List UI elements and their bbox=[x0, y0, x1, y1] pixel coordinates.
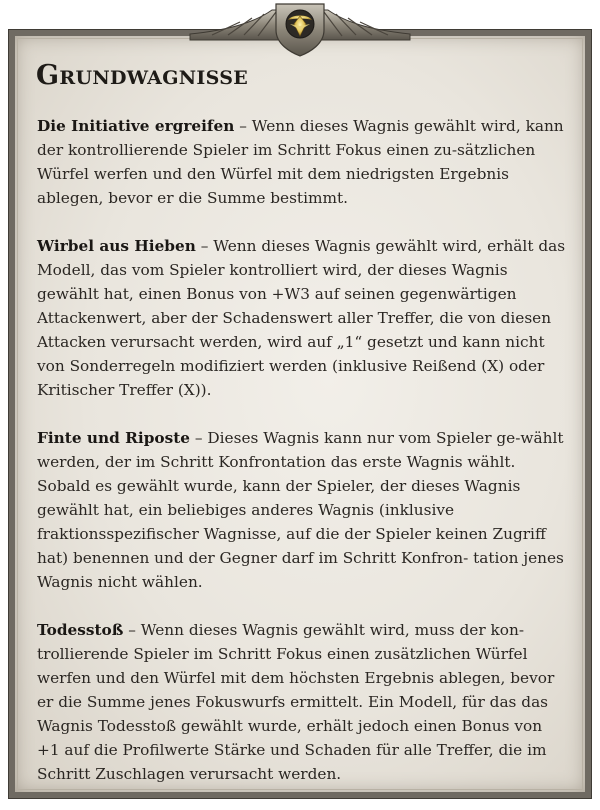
rule-separator: – bbox=[234, 117, 252, 135]
rule-initiative bbox=[37, 114, 567, 210]
rule-body: Dieses Wagnis kann nur vom Spieler ge-wählt werden, der im Schritt Konfrontation das erste Wagnis wählt. Sobald es gewählt wurde, kann der Spieler, der dieses Wagnis gewählt hat, ein beliebiges anderes Wagnis (inklusive fraktionsspezifischer Wagnisse, auf die der Spieler keinen Zugriff hat) benennen und der Gegner darf im Schritt Konfron- tation jenes Wagnis nicht wählen. bbox=[37, 429, 564, 591]
rule-finte bbox=[37, 426, 567, 594]
rule-term: Die Initiative ergreifen bbox=[37, 117, 235, 135]
rule-todesstoss bbox=[37, 618, 567, 786]
rule-term: Todesstoß bbox=[37, 621, 124, 639]
rule-body: Wenn dieses Wagnis gewählt wird, kann der kontrollierende Spieler im Schritt Fokus einen zu-sätzlichen Würfel werfen und den Würfel mit dem niedrigsten Ergebnis ablegen, bevor er die Summe bestimmt. bbox=[37, 117, 564, 207]
rule-separator: – bbox=[195, 237, 214, 255]
rule-separator: – bbox=[123, 621, 141, 639]
page-title: Grundwagnisse bbox=[36, 60, 249, 91]
rule-wirbel bbox=[37, 234, 567, 402]
rule-body: Wenn dieses Wagnis gewählt wird, muss der kon-trollierende Spieler im Schritt Fokus einen zusätzlichen Würfel werfen und den Würfel mit dem höchsten Ergebnis ablegen, bevor er die Summe jenes Fokuswurfs ermittelt. Ein Modell, für das das Wagnis Todesstoß gewählt wurde, erhält jedoch einen Bonus von +1 auf die Profilwerte Stärke und Schaden für alle Treffer, die im Schritt Zuschlagen verursacht werden. bbox=[37, 621, 555, 783]
rule-term: Finte und Riposte bbox=[37, 429, 191, 447]
rule-term: Wirbel aus Hieben bbox=[37, 237, 196, 255]
rules-text bbox=[37, 114, 567, 810]
rule-separator: – bbox=[190, 429, 208, 447]
crest-icon bbox=[0, 0, 600, 58]
rule-body: Wenn dieses Wagnis gewählt wird, erhält das Modell, das vom Spieler kontrolliert wird, der dieses Wagnis gewählt hat, einen Bonus von +W3 auf seinen gegenwärtigen Attackenwert, aber der Schadenswert aller Treffer, die von diesen Attacken verursacht werden, wird auf „1“ gesetzt und kann nicht von Sonderregeln modifiziert werden (inklusive Reißend (X) oder Kritischer Treffer (X)). bbox=[37, 237, 566, 399]
